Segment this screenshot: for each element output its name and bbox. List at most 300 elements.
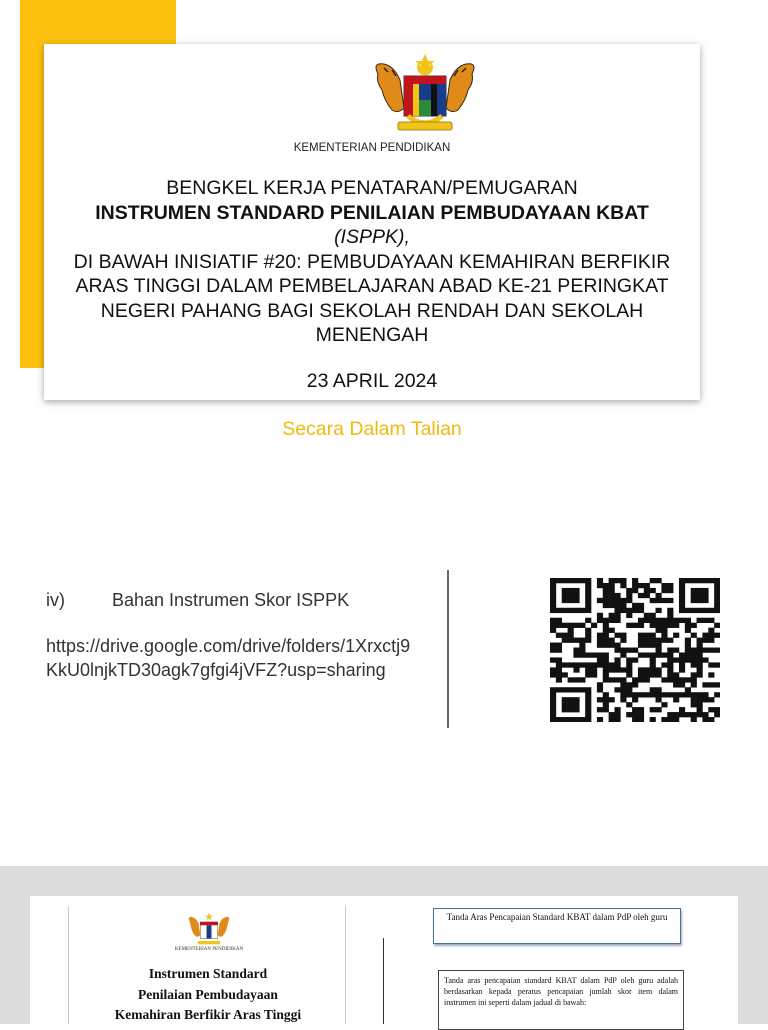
qr-module: [644, 692, 650, 697]
qr-module: [597, 682, 603, 687]
qr-module: [697, 692, 703, 697]
qr-module: [562, 623, 568, 628]
qr-module: [644, 593, 650, 598]
qr-module: [673, 672, 679, 677]
qr-module: [685, 638, 691, 643]
qr-module: [714, 712, 720, 717]
qr-module: [685, 648, 691, 653]
qr-module: [614, 662, 620, 667]
qr-module: [614, 657, 620, 662]
qr-module: [691, 633, 697, 638]
qr-code-icon[interactable]: [550, 578, 720, 722]
qr-module: [556, 662, 562, 667]
qr-module: [667, 608, 673, 613]
qr-module: [626, 588, 632, 593]
qr-module: [679, 578, 685, 583]
qr-module: [667, 662, 673, 667]
qr-module: [585, 712, 591, 717]
qr-module: [697, 712, 703, 717]
qr-module: [550, 687, 556, 692]
qr-module: [679, 652, 685, 657]
qr-module: [620, 667, 626, 672]
qr-module: [714, 623, 720, 628]
qr-module: [673, 648, 679, 653]
qr-module: [673, 717, 679, 722]
qr-module: [614, 677, 620, 682]
qr-module: [667, 657, 673, 662]
qr-module: [620, 692, 626, 697]
qr-module: [644, 643, 650, 648]
qr-module: [679, 608, 685, 613]
qr-module: [597, 657, 603, 662]
qr-module: [661, 618, 667, 623]
qr-module: [626, 702, 632, 707]
qr-module: [556, 657, 562, 662]
slide-card: [44, 44, 700, 440]
qr-module: [568, 697, 574, 702]
qr-module: [585, 598, 591, 603]
qr-module: [638, 638, 644, 643]
qr-module: [556, 643, 562, 648]
qr-module: [697, 648, 703, 653]
qr-module: [609, 712, 615, 717]
qr-module: [609, 643, 615, 648]
qr-module: [550, 667, 556, 672]
qr-module: [661, 702, 667, 707]
qr-module: [644, 613, 650, 618]
qr-module: [691, 702, 697, 707]
qr-module: [568, 623, 574, 628]
qr-module: [644, 618, 650, 623]
qr-module: [585, 652, 591, 657]
qr-module: [597, 707, 603, 712]
qr-module: [585, 697, 591, 702]
qr-module: [626, 667, 632, 672]
qr-module: [679, 682, 685, 687]
qr-module: [691, 598, 697, 603]
qr-module: [585, 692, 591, 697]
qr-module: [620, 598, 626, 603]
qr-module: [650, 667, 656, 672]
qr-module: [550, 707, 556, 712]
qr-module: [573, 608, 579, 613]
resource-link-line-1[interactable]: https://drive.google.com/drive/folders/1Xrxctj9: [46, 636, 411, 656]
qr-module: [632, 583, 638, 588]
qr-module: [667, 667, 673, 672]
qr-module: [585, 672, 591, 677]
qr-module: [650, 598, 656, 603]
qr-module: [691, 672, 697, 677]
qr-module: [708, 707, 714, 712]
qr-module: [620, 583, 626, 588]
qr-module: [661, 662, 667, 667]
qr-module: [661, 677, 667, 682]
qr-module: [697, 697, 703, 702]
qr-module: [679, 593, 685, 598]
qr-module: [702, 648, 708, 653]
qr-module: [679, 692, 685, 697]
qr-module: [603, 623, 609, 628]
qr-module: [597, 638, 603, 643]
qr-module: [609, 638, 615, 643]
qr-module: [656, 687, 662, 692]
qr-module: [702, 692, 708, 697]
qr-module: [656, 638, 662, 643]
qr-module: [603, 692, 609, 697]
qr-module: [685, 687, 691, 692]
qr-module: [714, 682, 720, 687]
qr-module: [562, 633, 568, 638]
qr-module: [620, 578, 626, 583]
qr-module: [650, 692, 656, 697]
qr-module: [614, 613, 620, 618]
qr-module: [714, 662, 720, 667]
qr-module: [685, 643, 691, 648]
qr-module: [638, 712, 644, 717]
qr-module: [714, 692, 720, 697]
qr-module: [673, 677, 679, 682]
qr-module: [550, 657, 556, 662]
qr-module: [597, 687, 603, 692]
qr-module: [591, 623, 597, 628]
qr-module: [603, 702, 609, 707]
qr-module: [691, 623, 697, 628]
qr-module: [620, 677, 626, 682]
qr-module: [638, 717, 644, 722]
qr-module: [620, 633, 626, 638]
qr-module: [697, 588, 703, 593]
qr-module: [614, 598, 620, 603]
qr-module: [632, 578, 638, 583]
qr-module: [585, 717, 591, 722]
qr-module: [626, 662, 632, 667]
qr-module: [667, 613, 673, 618]
mini-coat-of-arms-icon: [186, 912, 232, 946]
qr-module: [585, 588, 591, 593]
qr-module: [632, 712, 638, 717]
qr-module: [550, 583, 556, 588]
qr-module: [550, 672, 556, 677]
qr-module: [603, 588, 609, 593]
qr-module: [650, 588, 656, 593]
qr-module: [603, 697, 609, 702]
qr-module: [614, 633, 620, 638]
qr-module: [603, 628, 609, 633]
qr-module: [568, 707, 574, 712]
qr-module: [697, 662, 703, 667]
qr-module: [702, 682, 708, 687]
qr-module: [620, 682, 626, 687]
qr-module: [626, 608, 632, 613]
qr-module: [614, 618, 620, 623]
qr-module: [667, 623, 673, 628]
qr-module: [579, 717, 585, 722]
qr-module: [685, 657, 691, 662]
qr-module: [614, 643, 620, 648]
qr-module: [632, 657, 638, 662]
qr-module: [697, 608, 703, 613]
qr-module: [562, 662, 568, 667]
qr-module: [626, 672, 632, 677]
qr-module: [638, 633, 644, 638]
qr-module: [568, 717, 574, 722]
qr-module: [667, 648, 673, 653]
qr-module: [568, 633, 574, 638]
qr-module: [661, 583, 667, 588]
preview-divider: [383, 938, 384, 1024]
qr-module: [579, 643, 585, 648]
qr-module: [579, 608, 585, 613]
title-line-4: DI BAWAH INISIATIF #20: PEMBUDAYAAN KEMAHIRAN BERFIKIR ARAS TINGGI DALAM PEMBELAJARAN ABAD KE-21 PERINGKAT NEGERI PAHANG BAGI SEKOLAH RENDAH DAN SEKOLAH MENENGAH: [73, 250, 671, 346]
qr-module: [562, 717, 568, 722]
qr-module: [562, 608, 568, 613]
qr-module: [714, 633, 720, 638]
qr-module: [603, 603, 609, 608]
qr-module: [702, 697, 708, 702]
qr-module: [650, 638, 656, 643]
qr-module: [656, 618, 662, 623]
qr-module: [597, 717, 603, 722]
qr-module: [679, 712, 685, 717]
qr-module: [702, 712, 708, 717]
qr-module: [661, 692, 667, 697]
qr-module: [685, 692, 691, 697]
qr-module: [697, 643, 703, 648]
qr-module: [609, 628, 615, 633]
qr-module: [620, 608, 626, 613]
qr-module: [573, 638, 579, 643]
event-date: 23 APRIL 2024: [306, 370, 438, 392]
qr-module: [556, 633, 562, 638]
qr-module: [603, 643, 609, 648]
qr-module: [650, 618, 656, 623]
title-line-3: (ISPPK),: [334, 226, 410, 248]
qr-module: [679, 618, 685, 623]
qr-module: [632, 692, 638, 697]
qr-module: [626, 613, 632, 618]
qr-module: [609, 598, 615, 603]
qr-module: [685, 608, 691, 613]
qr-module: [597, 643, 603, 648]
qr-module: [573, 578, 579, 583]
qr-module: [573, 652, 579, 657]
qr-module: [573, 662, 579, 667]
qr-module: [603, 638, 609, 643]
qr-module: [632, 697, 638, 702]
qr-module: [644, 667, 650, 672]
qr-module: [568, 578, 574, 583]
qr-module: [632, 603, 638, 608]
event-mode: Secara Dalam Talian: [282, 418, 462, 440]
qr-module: [620, 652, 626, 657]
qr-module: [626, 623, 632, 628]
qr-module: [697, 702, 703, 707]
qr-module: [714, 603, 720, 608]
qr-module: [562, 588, 568, 593]
preview-title: [78, 964, 338, 1026]
qr-module: [579, 578, 585, 583]
qr-module: [702, 717, 708, 722]
qr-module: [685, 623, 691, 628]
qr-module: [656, 643, 662, 648]
qr-module: [650, 707, 656, 712]
qr-module: [702, 578, 708, 583]
qr-module: [620, 648, 626, 653]
qr-module: [614, 648, 620, 653]
qr-module: [609, 613, 615, 618]
qr-module: [691, 677, 697, 682]
qr-module: [585, 603, 591, 608]
qr-module: [708, 697, 714, 702]
qr-module: [667, 618, 673, 623]
qr-module: [656, 697, 662, 702]
qr-module: [673, 712, 679, 717]
qr-module: [603, 583, 609, 588]
qr-module: [597, 583, 603, 588]
qr-module: [568, 677, 574, 682]
qr-module: [708, 648, 714, 653]
qr-module: [579, 652, 585, 657]
qr-module: [679, 588, 685, 593]
qr-module: [661, 638, 667, 643]
qr-module: [691, 657, 697, 662]
qr-module: [603, 707, 609, 712]
qr-module: [568, 628, 574, 633]
qr-module: [656, 667, 662, 672]
qr-module: [656, 652, 662, 657]
qr-module: [708, 633, 714, 638]
qr-module: [661, 633, 667, 638]
title-line-1: BENGKEL KERJA PENATARAN/PEMUGARAN: [166, 177, 578, 199]
qr-module: [644, 638, 650, 643]
qr-module: [573, 702, 579, 707]
qr-module: [702, 608, 708, 613]
qr-module: [685, 652, 691, 657]
qr-module: [550, 608, 556, 613]
qr-module: [614, 578, 620, 583]
qr-module: [585, 662, 591, 667]
qr-module: [632, 677, 638, 682]
qr-module: [603, 657, 609, 662]
qr-module: [573, 687, 579, 692]
qr-module: [573, 677, 579, 682]
qr-module: [626, 687, 632, 692]
qr-module: [573, 717, 579, 722]
qr-module: [697, 707, 703, 712]
qr-module: [585, 702, 591, 707]
qr-module: [585, 583, 591, 588]
qr-module: [550, 702, 556, 707]
qr-module: [562, 638, 568, 643]
qr-module: [562, 687, 568, 692]
qr-module: [579, 662, 585, 667]
qr-module: [691, 697, 697, 702]
qr-module: [597, 697, 603, 702]
qr-module: [667, 712, 673, 717]
preview-textbox: Tanda aras pencapaian standard KBAT dalam PdP oleh guru adalah berdasarkan kepada peratus pencapaian jumlah skor item dalam instrumen ini seperti dalam jadual di bawah:: [438, 970, 684, 1030]
qr-module: [708, 672, 714, 677]
qr-module: [614, 608, 620, 613]
qr-module: [556, 687, 562, 692]
qr-module: [626, 692, 632, 697]
qr-module: [638, 593, 644, 598]
qr-module: [603, 618, 609, 623]
qr-module: [708, 717, 714, 722]
qr-module: [609, 618, 615, 623]
resource-link[interactable]: [46, 634, 446, 682]
vertical-divider: [447, 570, 449, 728]
qr-module: [597, 578, 603, 583]
qr-module: [650, 687, 656, 692]
qr-module: [679, 657, 685, 662]
qr-module: [556, 578, 562, 583]
qr-module: [691, 712, 697, 717]
resource-link-line-2[interactable]: KkU0lnjkTD30agk7gfgi4jVFZ?usp=sharing: [46, 660, 386, 680]
qr-module: [562, 598, 568, 603]
qr-module: [708, 628, 714, 633]
qr-module: [626, 598, 632, 603]
qr-module: [550, 623, 556, 628]
qr-module: [697, 652, 703, 657]
qr-module: [702, 598, 708, 603]
qr-module: [679, 662, 685, 667]
qr-module: [550, 628, 556, 633]
qr-module: [556, 667, 562, 672]
qr-module: [714, 648, 720, 653]
qr-module: [673, 682, 679, 687]
qr-module: [702, 593, 708, 598]
qr-module: [673, 697, 679, 702]
qr-module: [679, 603, 685, 608]
qr-module: [562, 578, 568, 583]
qr-module: [603, 667, 609, 672]
qr-module: [614, 712, 620, 717]
qr-module: [562, 697, 568, 702]
qr-module: [708, 618, 714, 623]
qr-module: [568, 593, 574, 598]
qr-module: [585, 593, 591, 598]
qr-module: [679, 707, 685, 712]
qr-module: [656, 707, 662, 712]
qr-module: [614, 593, 620, 598]
qr-module: [556, 623, 562, 628]
qr-module: [691, 717, 697, 722]
qr-module: [550, 603, 556, 608]
qr-module: [638, 652, 644, 657]
qr-module: [661, 717, 667, 722]
qr-module: [568, 702, 574, 707]
qr-module: [667, 638, 673, 643]
workshop-title: [52, 176, 692, 348]
qr-module: [568, 598, 574, 603]
qr-module: [656, 623, 662, 628]
qr-module: [714, 593, 720, 598]
qr-module: [597, 598, 603, 603]
qr-module: [667, 652, 673, 657]
qr-module: [702, 657, 708, 662]
qr-module: [550, 717, 556, 722]
qr-module: [568, 687, 574, 692]
qr-module: [614, 687, 620, 692]
qr-module: [585, 578, 591, 583]
qr-module: [702, 618, 708, 623]
qr-module: [667, 692, 673, 697]
qr-module: [656, 593, 662, 598]
qr-module: [714, 578, 720, 583]
qr-module: [691, 588, 697, 593]
qr-module: [714, 588, 720, 593]
qr-module: [667, 677, 673, 682]
